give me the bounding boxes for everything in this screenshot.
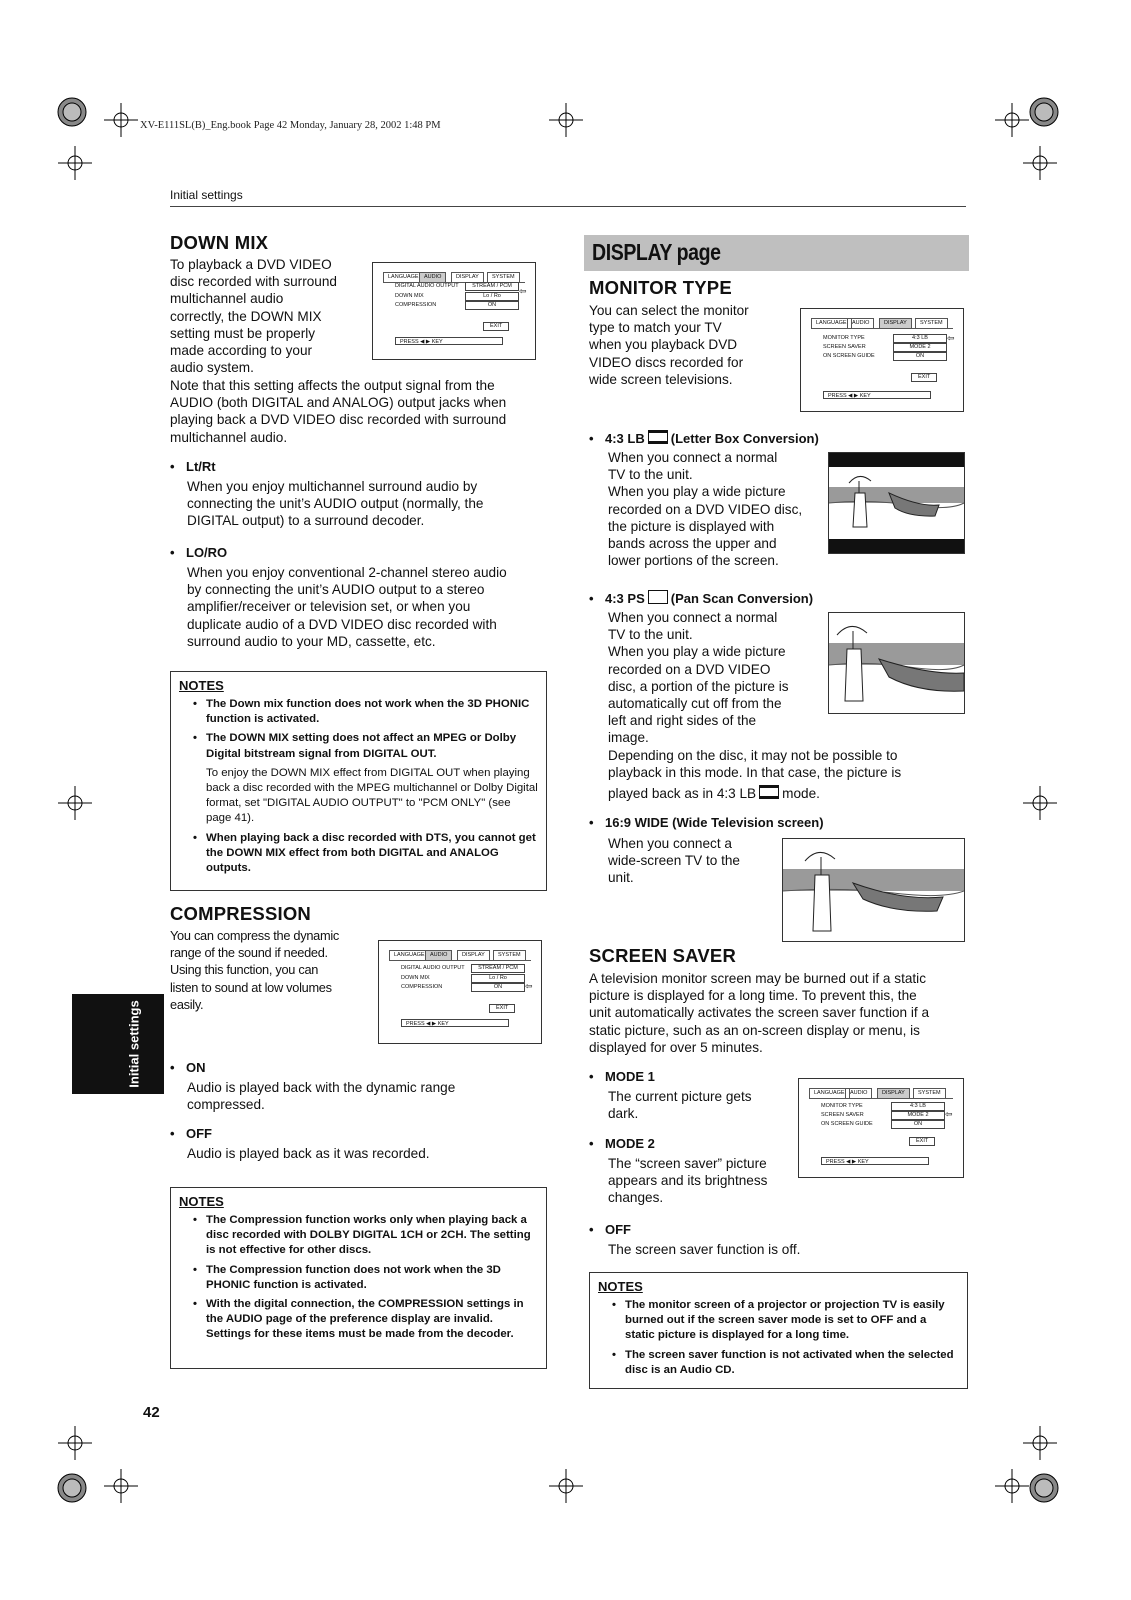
note-item: • With the digital connection, the COMPRESSION settings in the AUDIO page of the preference display are invalid. Settings for these items must be made from the decoder. xyxy=(179,1297,538,1343)
wide-text: When you connect a wide-screen TV to the unit. xyxy=(608,836,740,886)
off-heading: • OFF xyxy=(170,1126,212,1141)
down-mix-intro: To playback a DVD VIDEO disc recorded with surround multichannel audio correctly, the DOWN MIX setting must be properly made according to your audio system. xyxy=(170,257,337,376)
note-item: • The DOWN MIX setting does not affect an MPEG or Dolby Digital bitstream signal from DIGITAL OUT. xyxy=(179,731,538,761)
ps-text: When you connect a normal TV to the unit. When you play a wide picture recorded on a DVD VIDEO disc, a portion of the picture is automatically cut off from the left and right sides of the image. xyxy=(608,610,789,746)
down-mix-title: DOWN MIX xyxy=(170,232,269,253)
note-item: • The screen saver function is not activated when the selected disc is an Audio CD. xyxy=(598,1348,959,1378)
pan-scan-icon xyxy=(648,590,668,604)
running-head: Initial settings xyxy=(170,188,243,202)
page-number: 42 xyxy=(143,1404,160,1421)
widescreen-illustration xyxy=(782,838,965,942)
screen-saver-title: SCREEN SAVER xyxy=(589,945,737,966)
mode2-text: The “screen saver” picture appears and its brightness changes. xyxy=(608,1156,768,1206)
pan-scan-illustration xyxy=(828,612,965,714)
monitor-type-intro: You can select the monitor type to match your TV when you playback DVD VIDEO discs recorded for wide screen televisions. xyxy=(589,303,749,387)
compression-intro: You can compress the dynamic range of the sound if needed. Using this function, you can listen to sound at low volumes easily. xyxy=(170,928,339,1012)
loro-heading: • LO/RO xyxy=(170,545,228,560)
down-mix-notes: NOTES • The Down mix function does not work when the 3D PHONIC function is activated. • The DOWN MIX setting does not affect an MPEG or Dolby Digital bitstream signal from DIGITAL OUT. To enjoy the DOWN MIX effect from DIGITAL OUT when playing back a disc recorded with the MPEG multichannel or Dolby Digital format, set "DIGITAL AUDIO OUTPUT" to "PCM ONLY" (see page 41). • When playing back a disc recorded with DTS, you cannot get the DOWN MIX effect from both DIGITAL and ANALOG outputs. xyxy=(170,671,547,891)
mode1-heading: • MODE 1 xyxy=(589,1069,655,1084)
side-tab: Initial settings xyxy=(72,994,164,1094)
audio-menu-screen: LANGUAGE AUDIO DISPLAY SYSTEM DIGITAL AUDIO OUTPUT DOWN MIX COMPRESSION STREAM / PCM Lo / Ro ON ⇦ EXIT PRESS ◀ ▶ KEY xyxy=(372,262,536,360)
note-item: • The Compression function does not work when the 3D PHONIC function is activated. xyxy=(179,1263,538,1293)
loro-text: When you enjoy conventional 2-channel stereo audio by connecting the unit’s AUDIO output to a stereo amplifier/receiver or television set, or when you duplicate audio of a DVD VIDEO disc recorded with surround audio to your MD, cassette, etc. xyxy=(187,565,507,649)
note-item: • When playing back a disc recorded with DTS, you cannot get the DOWN MIX effect from both DIGITAL and ANALOG outputs. xyxy=(179,831,538,877)
header-rule xyxy=(170,206,966,207)
ss-off-heading: • OFF xyxy=(589,1222,631,1237)
mode2-heading: • MODE 2 xyxy=(589,1136,655,1151)
ltrt-heading: • Lt/Rt xyxy=(170,459,216,474)
lb-heading: • 4:3 LB (Letter Box Conversion) xyxy=(589,431,819,446)
down-mix-note: Note that this setting affects the output signal from the AUDIO (both DIGITAL and ANALOG) output jacks when playing back a DVD VIDEO disc recorded with surround multichannel audio. xyxy=(170,378,507,445)
print-info: XV-E111SL(B)_Eng.book Page 42 Monday, January 28, 2002 1:48 PM xyxy=(140,120,441,131)
mode1-text: The current picture gets dark. xyxy=(608,1089,752,1122)
letterbox-icon xyxy=(648,430,668,444)
note-item: To enjoy the DOWN MIX effect from DIGITAL OUT when playing back a disc recorded with the MPEG multichannel or Dolby Digital format, set "DIGITAL AUDIO OUTPUT" to "PCM ONLY" (see page 41). xyxy=(206,766,538,825)
ps-extra-text: Depending on the disc, it may not be possible to playback in this mode. In that case, the picture is played back as in 4:3 LB mode. xyxy=(608,748,902,802)
note-item: • The Compression function works only when playing back a disc recorded with DOLBY DIGITAL 1CH or 2CH. The setting is not effective for other discs. xyxy=(179,1213,538,1259)
letterbox-icon xyxy=(759,785,779,799)
note-item: • The Down mix function does not work when the 3D PHONIC function is activated. xyxy=(179,697,538,727)
on-heading: • ON xyxy=(170,1060,206,1075)
display-menu-screen: LANGUAGE AUDIO DISPLAY SYSTEM MONITOR TYPE SCREEN SAVER ON SCREEN GUIDE 4:3 LB MODE 2 ON ⇦ EXIT PRESS ◀ ▶ KEY xyxy=(800,308,964,412)
compression-title: COMPRESSION xyxy=(170,903,311,924)
letterbox-illustration xyxy=(828,452,965,554)
on-text: Audio is played back with the dynamic range compressed. xyxy=(187,1080,456,1113)
display-menu-screen-saver: LANGUAGE AUDIO DISPLAY SYSTEM MONITOR TYPE SCREEN SAVER ON SCREEN GUIDE 4:3 LB MODE 2 ON ⇦ EXIT PRESS ◀ ▶ KEY xyxy=(798,1078,964,1178)
lb-text: When you connect a normal TV to the unit. When you play a wide picture recorded on a DVD VIDEO disc, the picture is displayed with bands across the upper and lower portions of the screen. xyxy=(608,450,803,569)
off-text: Audio is played back as it was recorded. xyxy=(187,1146,430,1161)
screen-saver-intro: A television monitor screen may be burned out if a static picture is displayed for a long time. To prevent this, the unit automatically activates the screen saver function if a static picture, such as an on-screen display or menu, is displayed for over 5 minutes. xyxy=(589,971,930,1055)
ltrt-text: When you enjoy multichannel surround audio by connecting the unit’s AUDIO output (normally, the DIGITAL output) to a surround decoder. xyxy=(187,479,484,529)
compression-notes: NOTES • The Compression function works only when playing back a disc recorded with DOLBY DIGITAL 1CH or 2CH. The setting is not effective for other discs. • The Compression function does not work when the 3D PHONIC function is activated. • With the digital connection, the COMPRESSION settings in the AUDIO page of the preference display are invalid. Settings for these items must be made from the decoder. xyxy=(170,1187,547,1369)
note-item: • The monitor screen of a projector or projection TV is easily burned out if the screen saver mode is set to OFF and a static picture is displayed for a long time. xyxy=(598,1298,959,1344)
ss-off-text: The screen saver function is off. xyxy=(608,1242,801,1257)
display-page-banner: DISPLAY page xyxy=(584,235,969,271)
audio-menu-screen-compression: LANGUAGE AUDIO DISPLAY SYSTEM DIGITAL AUDIO OUTPUT DOWN MIX COMPRESSION STREAM / PCM Lo / Ro ON ⇦ EXIT PRESS ◀ ▶ KEY xyxy=(378,940,542,1044)
ps-heading: • 4:3 PS (Pan Scan Conversion) xyxy=(589,591,814,606)
screen-saver-notes: NOTES • The monitor screen of a projector or projection TV is easily burned out if the screen saver mode is set to OFF and a static picture is displayed for a long time. • The screen saver function is not activated when the selected disc is an Audio CD. xyxy=(589,1272,968,1389)
wide-heading: • 16:9 WIDE (Wide Television screen) xyxy=(589,815,824,830)
monitor-type-title: MONITOR TYPE xyxy=(589,277,732,298)
